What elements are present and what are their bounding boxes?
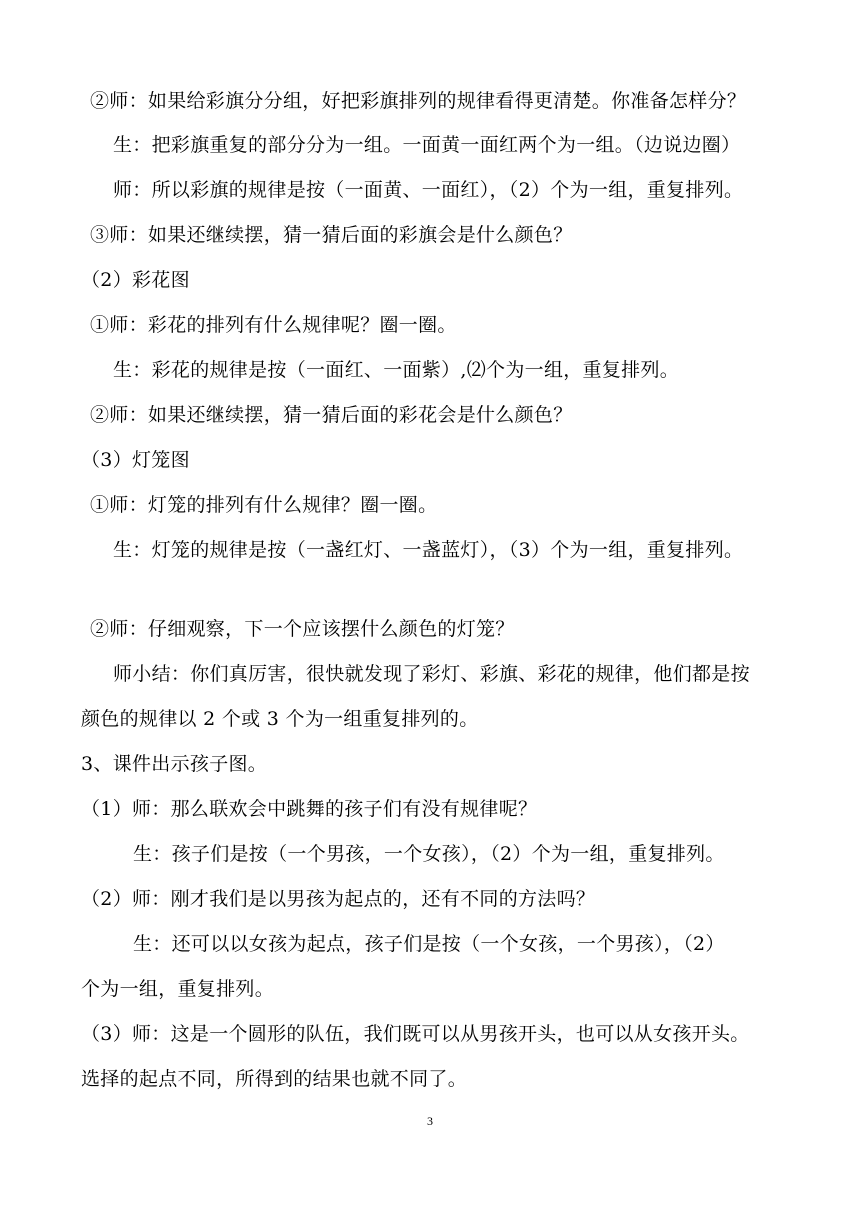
paragraph-teacher-flag-grouping: ②师：如果给彩旗分分组，好把彩旗排列的规律看得更清楚。你准备怎样分？	[90, 90, 747, 112]
page-number: 3	[427, 1114, 433, 1128]
paragraph-teacher-lantern-next: ②师：仔细观察，下一个应该摆什么颜色的灯笼？	[90, 618, 515, 640]
section-heading-lantern: （3）灯笼图	[81, 449, 190, 471]
paragraph-student-flower-rule: 生：彩花的规律是按（一面红、一面紫）,⑵个为一组，重复排列。	[113, 359, 680, 381]
paragraph-teacher-other-method: （2）师：刚才我们是以男孩为起点的，还有不同的方法吗？	[81, 888, 596, 910]
paragraph-teacher-circle: （3）师：这是一个圆形的队伍，我们既可以从男孩开头，也可以从女孩开头。	[81, 1023, 750, 1045]
paragraph-teacher-summary: 师小结：你们真厉害，很快就发现了彩灯、彩旗、彩花的规律，他们都是按	[113, 663, 750, 685]
paragraph-teacher-circle-continued: 选择的起点不同，所得到的结果也就不同了。	[81, 1068, 468, 1090]
paragraph-student-children-rule: 生：孩子们是按（一个男孩，一个女孩），（2）个为一组，重复排列。	[133, 843, 725, 865]
section-heading-flower: （2）彩花图	[81, 269, 190, 291]
paragraph-teacher-flower-rule: ①师：彩花的排列有什么规律呢？圈一圈。	[90, 314, 457, 336]
paragraph-teacher-summary-continued: 颜色的规律以 2 个或 3 个为一组重复排列的。	[81, 708, 479, 730]
paragraph-teacher-children-question: （1）师：那么联欢会中跳舞的孩子们有没有规律呢？	[81, 798, 538, 820]
section-heading-children: 3、课件出示孩子图。	[81, 753, 268, 775]
paragraph-student-girl-start-continued: 个为一组，重复排列。	[81, 978, 275, 1000]
paragraph-teacher-flag-rule: 师：所以彩旗的规律是按（一面黄、一面红），（2）个为一组，重复排列。	[113, 179, 744, 201]
paragraph-student-flag-grouping: 生：把彩旗重复的部分分为一组。一面黄一面红两个为一组。（边说边圈）	[113, 134, 741, 156]
paragraph-teacher-flower-guess: ②师：如果还继续摆，猜一猜后面的彩花会是什么颜色？	[90, 404, 573, 426]
paragraph-teacher-lantern-rule: ①师：灯笼的排列有什么规律？圈一圈。	[90, 494, 438, 516]
paragraph-teacher-flag-guess: ③师：如果还继续摆，猜一猜后面的彩旗会是什么颜色？	[90, 224, 573, 246]
paragraph-student-girl-start: 生：还可以以女孩为起点，孩子们是按（一个女孩，一个男孩），（2）	[133, 933, 725, 955]
paragraph-student-lantern-rule: 生：灯笼的规律是按（一盏红灯、一盏蓝灯），（3）个为一组，重复排列。	[113, 539, 744, 561]
